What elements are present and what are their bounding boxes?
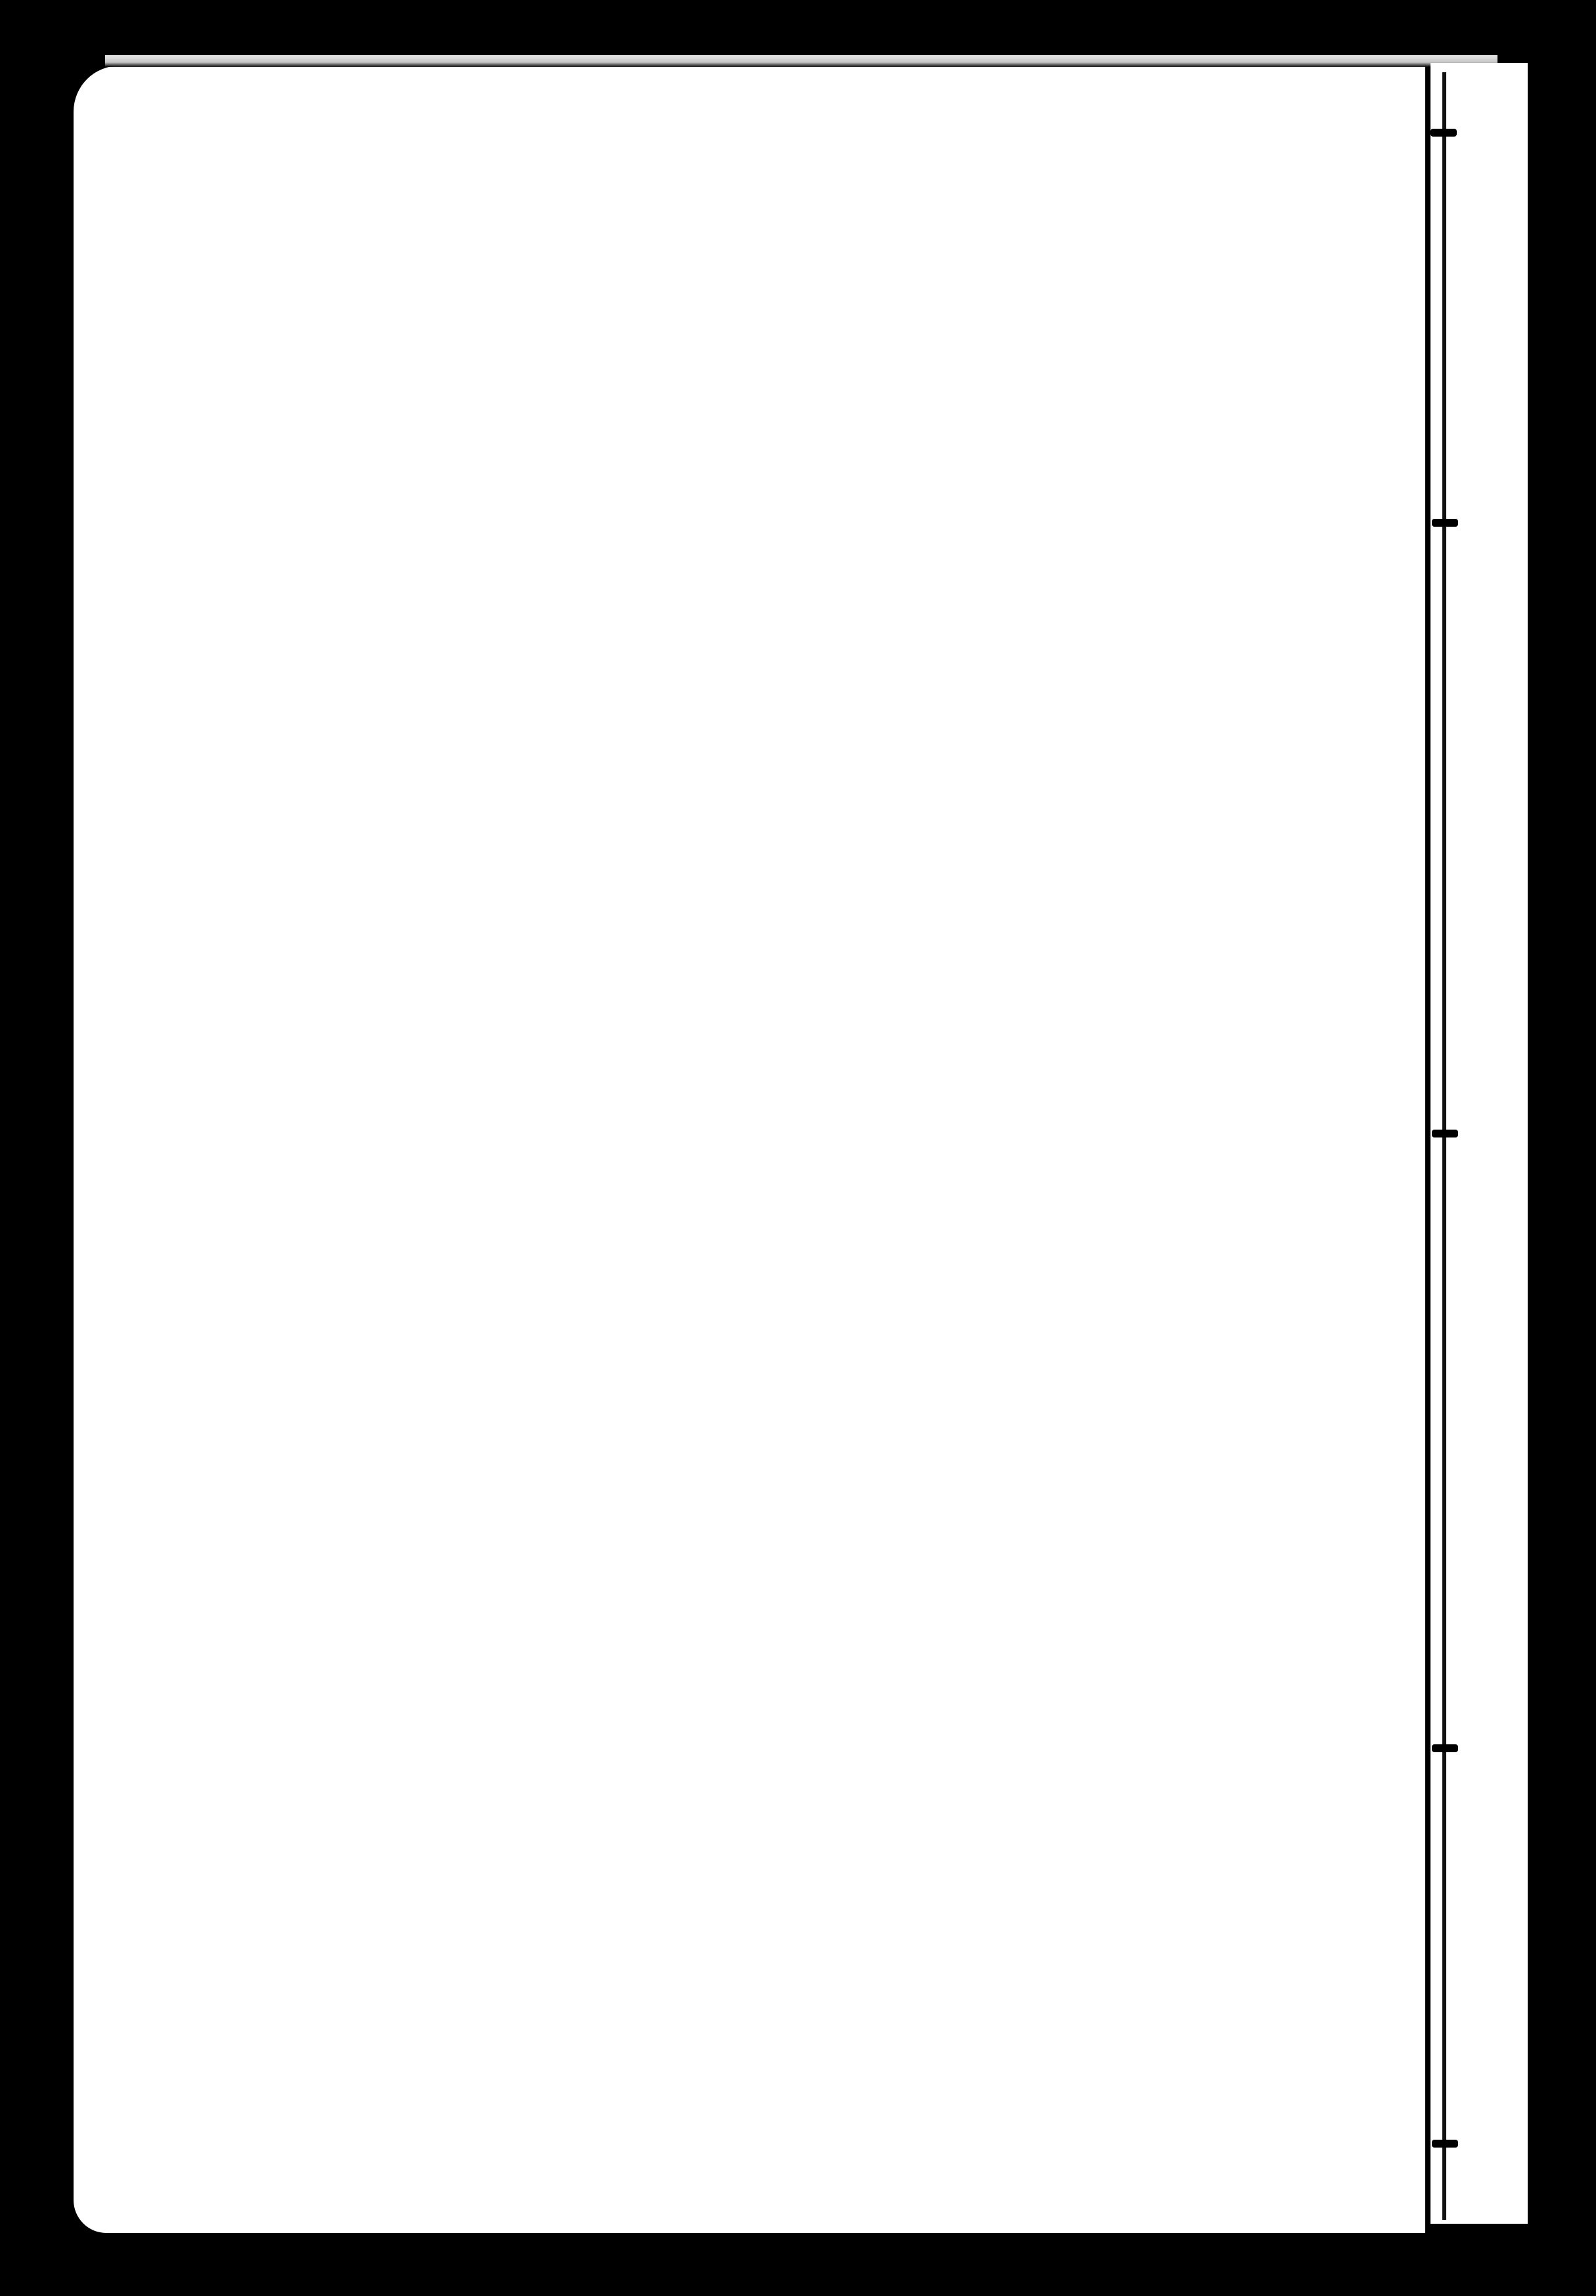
binding-stitch <box>1432 1130 1458 1137</box>
book-page <box>74 66 1425 2233</box>
binding-line <box>1442 72 1446 2220</box>
binding-stitch <box>1430 129 1457 137</box>
binding-stitch <box>1432 2140 1458 2148</box>
page-top-edge <box>105 55 1497 67</box>
binding-stitch <box>1432 1744 1458 1752</box>
binding-stitch <box>1432 519 1458 527</box>
